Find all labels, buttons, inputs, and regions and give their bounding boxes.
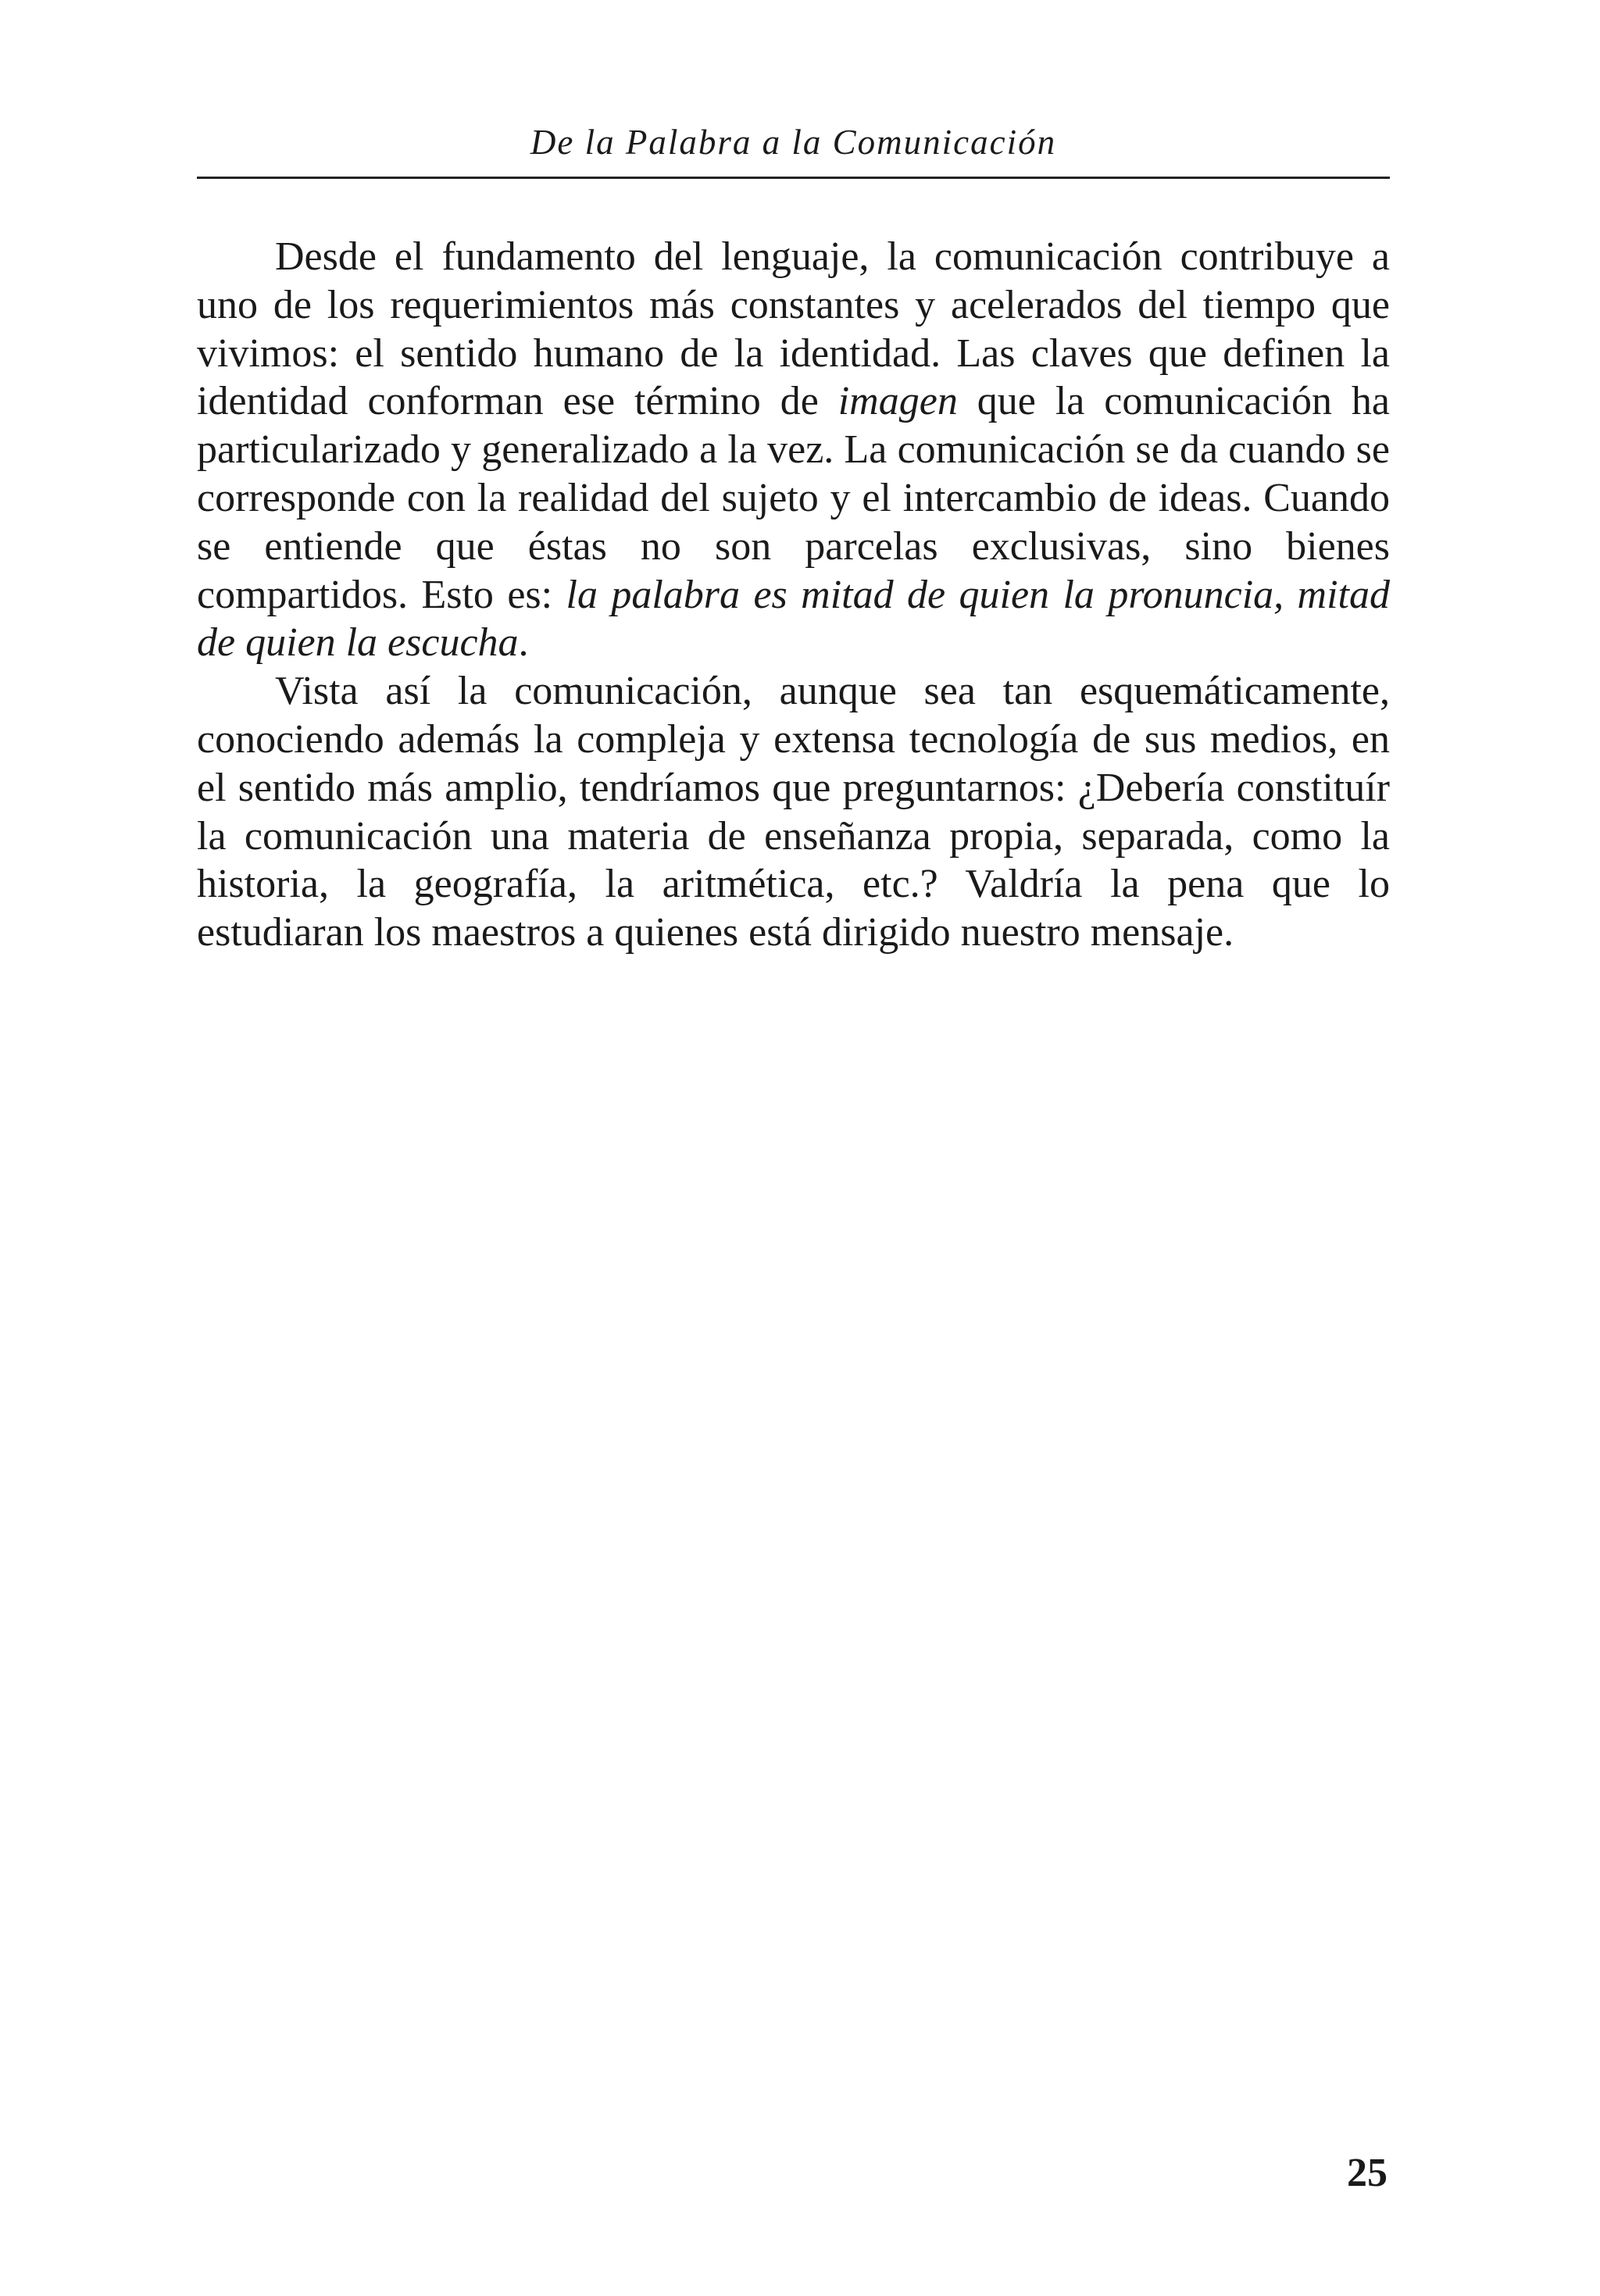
paragraph-1-part-a: Desde el fundamento del lenguaje, la comunicación contribuye a uno de los requerimientos más constantes y acelerados del tiempo que vivimos: el sentido humano de la identidad. Las claves que definen la identidad conforman ese término de bbox=[197, 234, 1390, 424]
emphasis-quote: la palabra es mitad de quien la pronuncia, mitad de quien la escucha bbox=[197, 572, 1391, 666]
header-rule bbox=[197, 177, 1390, 179]
paragraph-1-part-b: que la comunicación ha particularizado y generalizado a la vez. La comunicación se da cuando se corresponde con la realidad del sujeto y el intercambio de ideas. Cuando se entiende que éstas no son parcelas exclusivas, sino bienes compartidos. Esto es: bbox=[197, 379, 1390, 617]
emphasis-imagen: imagen bbox=[838, 379, 958, 424]
running-header: De la Palabra a la Comunicación bbox=[530, 123, 1057, 162]
body-text bbox=[197, 233, 1390, 957]
paragraph-1 bbox=[197, 233, 1390, 667]
paragraph-1-part-c: . bbox=[518, 620, 529, 666]
paragraph-2: Vista así la comunicación, aunque sea tan esquemáticamente, conociendo además la compleja y extensa tecnología de sus medios, en el sentido más amplio, tendríamos que preguntarnos: ¿Debería constituír la comunicación una materia de enseñanza propia, separada, como la historia, la geografía, la aritmética, etc.? Valdría la pena que lo estudiaran los maestros a quienes está dirigido nuestro mensaje. bbox=[197, 669, 1390, 955]
page-number: 25 bbox=[1347, 2151, 1388, 2195]
